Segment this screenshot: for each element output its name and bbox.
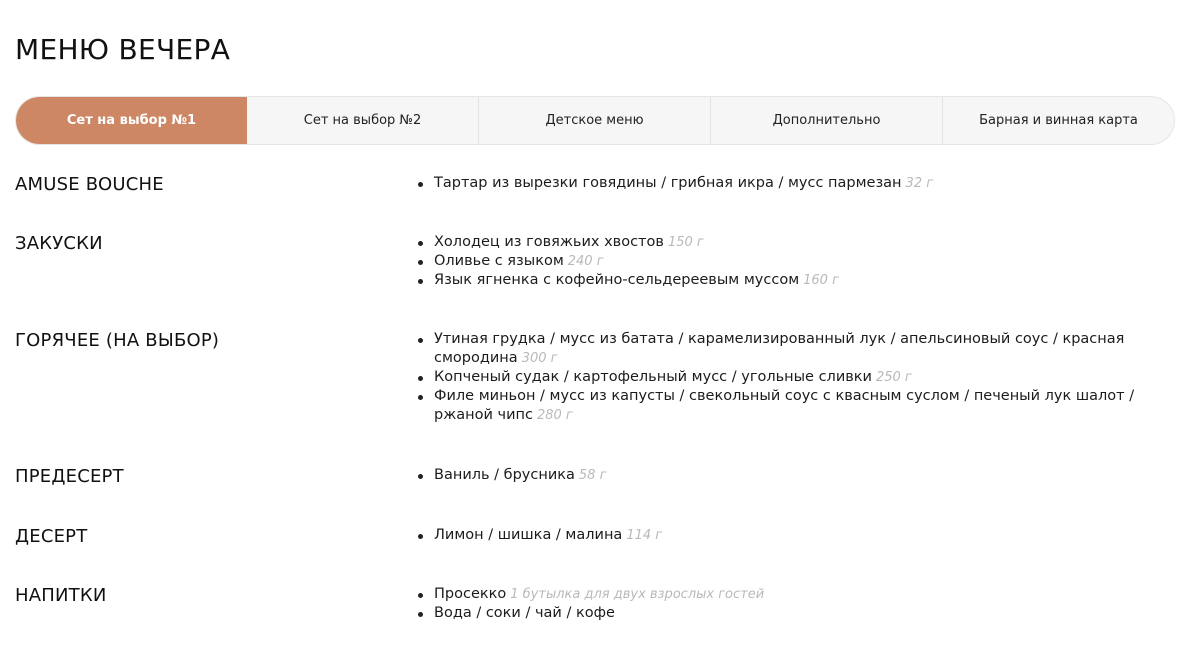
section-title: НАПИТКИ <box>15 585 107 606</box>
dish-name: Вода / соки / чай / кофе <box>434 605 615 621</box>
dish-name: Тартар из вырезки говядины / грибная икра / мусс пармезан <box>434 175 902 191</box>
dish-weight: 114 г <box>626 528 663 543</box>
dish-item <box>415 252 1175 271</box>
tab-bar-wine[interactable]: Барная и винная карта <box>942 97 1174 144</box>
tab-kids-menu[interactable]: Детское меню <box>478 97 710 144</box>
dish-weight: 58 г <box>578 468 607 483</box>
menu-tabs <box>15 96 1175 145</box>
dish-name: Утиная грудка / мусс из батата / карамелизированный лук / апельсиновый соус / красная смородина <box>434 331 1125 366</box>
dish-item <box>415 604 1175 623</box>
dish-name: Оливье с языком <box>434 253 564 269</box>
section-title: ПРЕДЕСЕРТ <box>15 466 124 487</box>
dish-weight: 1 бутылка для двух взрослых гостей <box>510 587 765 602</box>
section-title: AMUSE BOUCHE <box>15 174 164 195</box>
dish-item <box>415 466 1175 485</box>
dish-list <box>415 233 1175 290</box>
dish-item <box>415 526 1175 545</box>
dish-item <box>415 585 1175 604</box>
dish-item <box>415 174 1175 193</box>
dish-weight: 240 г <box>567 254 604 269</box>
dish-item <box>415 271 1175 290</box>
section-title: ГОРЯЧЕЕ (НА ВЫБОР) <box>15 330 220 351</box>
dish-name: Ваниль / брусника <box>434 467 575 483</box>
dish-item <box>415 233 1175 252</box>
dish-list <box>415 174 1175 193</box>
tab-set-2[interactable]: Сет на выбор №2 <box>303 113 422 128</box>
dish-name: Лимон / шишка / малина <box>434 527 623 543</box>
page-title: МЕНЮ ВЕЧЕРА <box>15 33 231 66</box>
dish-weight: 150 г <box>667 235 704 250</box>
dish-item <box>415 368 1175 387</box>
tab-additional[interactable]: Дополнительно <box>710 97 942 144</box>
section-title: ДЕСЕРТ <box>15 526 88 547</box>
dish-item <box>415 330 1175 368</box>
dish-weight: 280 г <box>536 408 573 423</box>
section-title: ЗАКУСКИ <box>15 233 103 254</box>
dish-list <box>415 330 1175 425</box>
dish-name: Просекко <box>434 586 507 602</box>
dish-name: Холодец из говяжьих хвостов <box>434 234 664 250</box>
dish-weight: 250 г <box>875 370 912 385</box>
dish-list <box>415 466 1175 485</box>
tab-set-1[interactable]: Сет на выбор №1 <box>16 97 247 144</box>
dish-weight: 300 г <box>521 351 558 366</box>
dish-list <box>415 526 1175 545</box>
dish-name: Язык ягненка с кофейно-сельдереевым муссом <box>434 272 800 288</box>
dish-name: Копченый судак / картофельный мусс / угольные сливки <box>434 369 872 385</box>
dish-weight: 160 г <box>803 273 839 288</box>
dish-weight: 32 г <box>905 176 934 191</box>
dish-name: Филе миньон / мусс из капусты / свекольный соус с квасным суслом / печеный лук шалот / ржаной чипс <box>434 388 1135 423</box>
dish-item <box>415 387 1175 425</box>
dish-list <box>415 585 1175 623</box>
